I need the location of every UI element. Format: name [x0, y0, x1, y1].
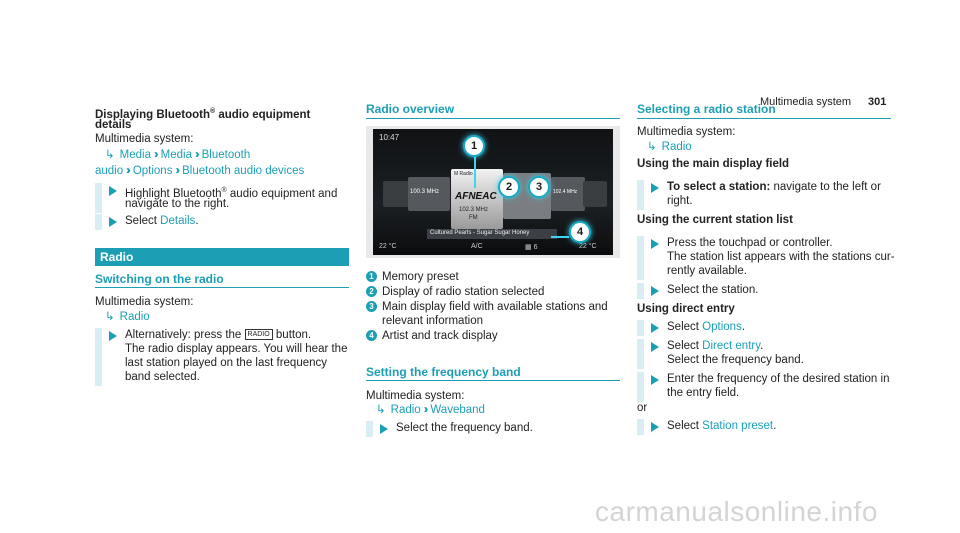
chevron-icon: ››	[175, 165, 178, 177]
hook-arrow-icon: ↳	[105, 149, 115, 161]
step-marker	[366, 421, 373, 437]
header-rule	[366, 380, 620, 381]
step-arrow-icon	[109, 217, 117, 227]
menu-path-cont	[95, 164, 304, 179]
header-rule	[95, 287, 349, 288]
track-text: Cultured Pearls - Sugar Sugar Honey	[430, 230, 530, 236]
step-arrow-icon	[109, 331, 117, 341]
step-select-details: Select Details.	[125, 215, 199, 227]
menu-label-3: Multimedia system:	[366, 390, 465, 402]
step-marker	[95, 183, 102, 213]
menu-label-4: Multimedia system:	[637, 126, 736, 138]
link-details[interactable]: Details	[160, 215, 196, 227]
chevron-icon: ››	[126, 165, 128, 177]
link-radio[interactable]: Radio	[390, 404, 421, 416]
tile-freq: 102.4 MHz	[553, 189, 578, 195]
section-title: Displaying Bluetooth® audio equipment	[95, 108, 311, 121]
switch-on-header: Switching on the radio	[95, 272, 224, 286]
station-name: AFNEAC	[455, 191, 497, 202]
fan-level: ▦ 6	[525, 244, 538, 251]
step-marker	[637, 236, 644, 280]
legend-item: 1 Memory preset	[366, 270, 459, 285]
menu-path-waveband	[376, 403, 485, 418]
legend-item-cont: relevant information	[382, 315, 483, 327]
link-options[interactable]: Options	[132, 165, 173, 177]
main-station-tile	[451, 169, 503, 229]
link-media[interactable]: Media	[119, 149, 151, 161]
step-arrow-icon	[109, 186, 117, 196]
step-text: Press the touchpad or controller.	[667, 237, 833, 249]
step-text-l2: The station list appears with the stations cur-	[667, 251, 895, 263]
step-marker	[637, 372, 644, 402]
preset-label: M Radio	[454, 171, 473, 177]
callout-3: 3	[528, 176, 550, 198]
legend-item: 4 Artist and track display	[366, 329, 498, 344]
link-audio[interactable]: audio	[95, 165, 124, 177]
step-text-l2: the entry field.	[667, 387, 740, 399]
link-radio[interactable]: Radio	[661, 141, 692, 153]
track-bar	[427, 229, 557, 239]
chevron-icon: ››	[153, 149, 156, 161]
alt-step-l4: band selected.	[125, 371, 200, 383]
header-rule	[637, 118, 891, 119]
step-marker	[95, 328, 102, 386]
chevron-icon: ››	[423, 404, 426, 416]
sub-header: Using the main display field	[637, 158, 790, 170]
header-rule	[366, 118, 620, 119]
select-station-header: Selecting a radio station	[637, 102, 776, 116]
page-section: Multimedia system	[760, 96, 852, 108]
step-arrow-icon	[380, 424, 388, 434]
step-text: Select the station.	[667, 284, 759, 296]
step-marker	[95, 214, 102, 230]
alt-step-l3: last station played on the last frequency	[125, 357, 328, 369]
step-marker	[637, 283, 644, 299]
menu-path	[105, 148, 250, 163]
link-media-2[interactable]: Media	[160, 149, 192, 161]
step-arrow-icon	[651, 239, 659, 249]
station-tile	[583, 181, 607, 207]
step-arrow-icon	[651, 422, 659, 432]
alt-step: Alternatively: press the RADIO button.	[125, 329, 312, 341]
step-text: Enter the frequency of the desired station in	[667, 373, 890, 385]
page-number: 301	[868, 96, 887, 108]
step-text: Select Direct entry.	[667, 340, 764, 352]
link-station-preset[interactable]: Station preset	[702, 420, 774, 432]
temp-left: 22 °C	[379, 243, 397, 250]
sub-header: Using the current station list	[637, 214, 793, 226]
callout-4: 4	[569, 221, 591, 243]
menu-label-2: Multimedia system:	[95, 296, 194, 308]
step-arrow-icon	[651, 183, 659, 193]
chevron-icon: ››	[194, 149, 197, 161]
station-tile	[551, 177, 585, 211]
step-text-l2: navigate to the right.	[125, 198, 230, 210]
section-title-line2: details	[95, 119, 132, 131]
clock: 10:47	[379, 133, 400, 142]
hook-arrow-icon: ↳	[105, 311, 115, 323]
step-marker	[637, 339, 644, 369]
sub-header: Using direct entry	[637, 303, 735, 315]
menu-path-radio	[647, 140, 692, 155]
link-bluetooth[interactable]: Bluetooth	[201, 149, 251, 161]
menu-path-radio	[105, 310, 150, 325]
radio-screen-frame	[366, 126, 620, 258]
step-arrow-icon	[651, 342, 659, 352]
callout-2: 2	[498, 176, 520, 198]
temp-right: 22 °C	[579, 243, 597, 250]
link-options[interactable]: Options	[702, 321, 742, 333]
step-marker	[637, 320, 644, 336]
step-text: To select a station: navigate to the left or	[667, 181, 881, 193]
menu-label: Multimedia system:	[95, 133, 194, 145]
step-arrow-icon	[651, 375, 659, 385]
station-tile	[408, 177, 450, 211]
step-text-l3: rently available.	[667, 265, 747, 277]
station-tile	[383, 181, 411, 207]
step-text: Select Options.	[667, 321, 746, 333]
main-freq: 102.3 MHz	[459, 207, 489, 213]
link-direct-entry[interactable]: Direct entry	[702, 340, 761, 352]
legend-item: 2 Display of radio station selected	[366, 285, 544, 300]
tile-freq: 100.3 MHz	[410, 189, 440, 195]
step-arrow-icon	[651, 286, 659, 296]
link-bt-devices[interactable]: Bluetooth audio devices	[182, 165, 305, 177]
link-waveband[interactable]: Waveband	[430, 404, 485, 416]
band-label: FM	[469, 215, 478, 221]
step-text: Select the frequency band.	[396, 422, 533, 434]
radio-key-icon: RADIO	[245, 329, 273, 340]
step-arrow-icon	[651, 323, 659, 333]
step-text: Highlight Bluetooth® audio equipment and	[125, 187, 338, 200]
step-text-l2: Select the frequency band.	[667, 354, 804, 366]
or-text: or	[637, 402, 648, 414]
radio-section-title: Radio	[100, 250, 134, 264]
watermark: carmanualsonline.info	[595, 496, 878, 527]
hook-arrow-icon: ↳	[376, 404, 386, 416]
alt-step-l2: The radio display appears. You will hear the	[125, 343, 348, 355]
callout-1: 1	[463, 135, 485, 157]
link-radio[interactable]: Radio	[119, 311, 150, 323]
radio-section-bar	[95, 248, 349, 266]
ac-label: A/C	[471, 243, 483, 250]
step-marker	[637, 180, 644, 210]
step-text-l2: right.	[667, 195, 693, 207]
hook-arrow-icon: ↳	[647, 141, 657, 153]
callout-line	[551, 236, 569, 238]
legend-item: 3 Main display field with available stations and	[366, 300, 608, 315]
step-text: Select Station preset.	[667, 420, 777, 432]
step-marker	[637, 419, 644, 435]
frequency-band-header: Setting the frequency band	[366, 365, 521, 379]
radio-overview-header: Radio overview	[366, 102, 455, 116]
